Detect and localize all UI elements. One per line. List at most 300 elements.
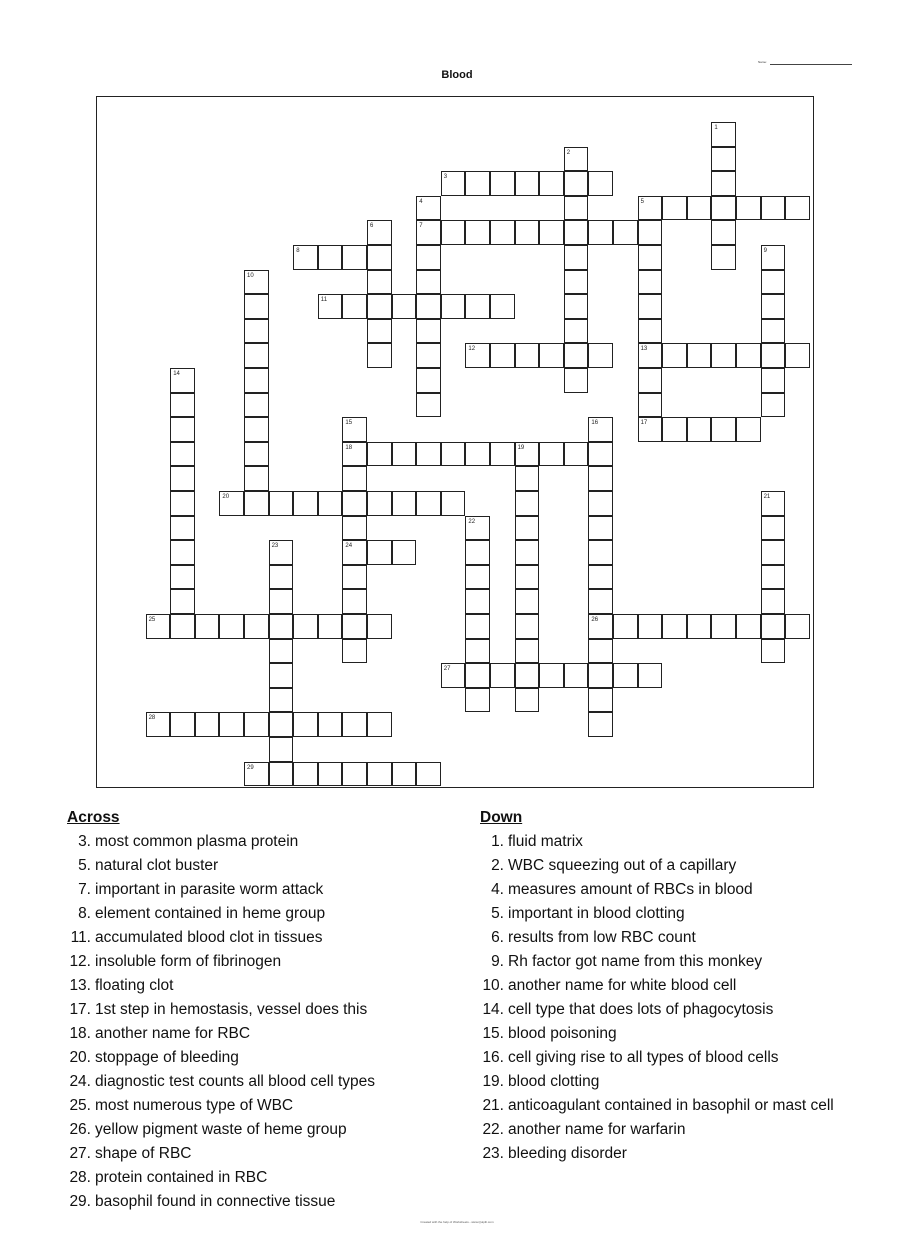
clue-item bbox=[67, 1022, 457, 1046]
clue-number: 20. bbox=[69, 1049, 91, 1066]
grid-cell[interactable] bbox=[564, 196, 589, 221]
grid-cell[interactable] bbox=[613, 614, 638, 639]
clue-text: another name for RBC bbox=[95, 1025, 251, 1042]
grid-cell[interactable] bbox=[761, 540, 786, 565]
clue-item bbox=[480, 1070, 850, 1094]
grid-cell[interactable] bbox=[761, 343, 786, 368]
grid-cell[interactable] bbox=[515, 589, 540, 614]
clue-text: stoppage of bleeding bbox=[95, 1049, 239, 1066]
cell-number: 20 bbox=[222, 494, 230, 500]
clue-number: 21. bbox=[482, 1097, 504, 1114]
cell-number: 2 bbox=[566, 149, 571, 156]
clue-number: 10. bbox=[482, 977, 504, 994]
grid-cell[interactable] bbox=[465, 663, 490, 688]
grid-cell[interactable] bbox=[392, 442, 417, 467]
clue-number: 25. bbox=[69, 1097, 91, 1114]
grid-cell[interactable] bbox=[342, 639, 367, 664]
grid-cell[interactable] bbox=[539, 442, 564, 467]
clue-text: yellow pigment waste of heme group bbox=[95, 1121, 347, 1138]
clue-item bbox=[480, 1118, 850, 1142]
clue-number: 9. bbox=[491, 953, 504, 970]
clue-number: 5. bbox=[491, 905, 504, 922]
grid-cell[interactable] bbox=[367, 343, 392, 368]
grid-cell[interactable] bbox=[416, 762, 441, 787]
grid-cell[interactable] bbox=[465, 442, 490, 467]
clue-text: 1st step in hemostasis, vessel does this bbox=[95, 1001, 368, 1018]
clue-text: insoluble form of fibrinogen bbox=[95, 953, 282, 970]
down-clues bbox=[480, 806, 850, 1166]
grid-cell[interactable] bbox=[490, 171, 515, 196]
across-clue-list bbox=[67, 830, 457, 1214]
grid-cell[interactable] bbox=[687, 417, 712, 442]
grid-cell[interactable] bbox=[761, 368, 786, 393]
grid-cell[interactable] bbox=[613, 220, 638, 245]
grid-cell[interactable] bbox=[490, 343, 515, 368]
grid-cell[interactable] bbox=[416, 294, 441, 319]
grid-cell[interactable] bbox=[170, 466, 195, 491]
grid-cell[interactable] bbox=[564, 343, 589, 368]
grid-cell[interactable] bbox=[638, 220, 663, 245]
grid-cell[interactable] bbox=[588, 663, 613, 688]
cell-number: 21 bbox=[763, 494, 771, 500]
grid-cell[interactable] bbox=[342, 245, 367, 270]
grid-cell[interactable] bbox=[416, 491, 441, 516]
clue-item bbox=[480, 1022, 850, 1046]
grid-cell[interactable] bbox=[465, 220, 490, 245]
grid-cell[interactable] bbox=[785, 614, 810, 639]
grid-cell[interactable] bbox=[244, 417, 269, 442]
grid-cell[interactable] bbox=[564, 220, 589, 245]
grid-cell[interactable] bbox=[244, 614, 269, 639]
grid-cell[interactable] bbox=[170, 442, 195, 467]
grid-cell[interactable] bbox=[761, 516, 786, 541]
grid-cell[interactable] bbox=[293, 491, 318, 516]
clue-number: 12. bbox=[69, 953, 91, 970]
grid-cell[interactable] bbox=[367, 491, 392, 516]
clue-item bbox=[480, 902, 850, 926]
cell-number: 29 bbox=[247, 764, 254, 771]
grid-cell[interactable] bbox=[269, 688, 294, 713]
clue-item bbox=[67, 1142, 457, 1166]
grid-cell[interactable] bbox=[613, 663, 638, 688]
clue-item bbox=[480, 974, 850, 998]
clue-number: 7. bbox=[78, 881, 91, 898]
cell-number: 14 bbox=[173, 371, 180, 377]
grid-cell[interactable] bbox=[761, 393, 786, 418]
grid-cell[interactable] bbox=[588, 343, 613, 368]
grid-cell[interactable] bbox=[564, 442, 589, 467]
grid-cell[interactable] bbox=[170, 417, 195, 442]
grid-cell[interactable] bbox=[638, 294, 663, 319]
grid-cell[interactable] bbox=[318, 614, 343, 639]
grid-cell[interactable] bbox=[515, 466, 540, 491]
clue-text: most numerous type of WBC bbox=[95, 1097, 294, 1114]
grid-cell[interactable] bbox=[662, 417, 687, 442]
grid-cell[interactable] bbox=[342, 516, 367, 541]
cell-number: 18 bbox=[345, 444, 353, 451]
grid-cell[interactable] bbox=[638, 245, 663, 270]
grid-cell[interactable] bbox=[588, 540, 613, 565]
clue-item bbox=[480, 878, 850, 902]
clue-number: 4. bbox=[491, 881, 504, 898]
clue-item bbox=[480, 1094, 850, 1118]
clue-text: cell type that does lots of phagocytosis bbox=[508, 1001, 774, 1018]
clue-text: another name for white blood cell bbox=[508, 977, 737, 994]
clue-item bbox=[480, 1046, 850, 1070]
grid-cell[interactable] bbox=[711, 245, 736, 270]
clue-number: 27. bbox=[69, 1145, 91, 1162]
clue-number: 3. bbox=[78, 833, 91, 850]
grid-cell[interactable] bbox=[515, 540, 540, 565]
cell-number: 17 bbox=[640, 420, 648, 427]
grid-cell[interactable] bbox=[416, 270, 441, 295]
grid-cell[interactable] bbox=[269, 663, 294, 688]
grid-cell[interactable] bbox=[441, 491, 466, 516]
grid-cell[interactable] bbox=[392, 294, 417, 319]
clue-number: 24. bbox=[69, 1073, 91, 1090]
clue-item bbox=[480, 830, 850, 854]
grid-cell[interactable] bbox=[662, 343, 687, 368]
grid-cell[interactable] bbox=[367, 614, 392, 639]
grid-cell[interactable] bbox=[515, 639, 540, 664]
grid-cell[interactable] bbox=[465, 294, 490, 319]
grid-cell[interactable] bbox=[490, 294, 515, 319]
grid-cell[interactable] bbox=[244, 491, 269, 516]
grid-cell[interactable] bbox=[342, 589, 367, 614]
clue-text: important in blood clotting bbox=[508, 905, 685, 922]
clue-text: blood clotting bbox=[508, 1073, 600, 1090]
clue-item bbox=[67, 902, 457, 926]
grid-cell[interactable] bbox=[490, 663, 515, 688]
grid-cell[interactable] bbox=[515, 516, 540, 541]
grid-cell[interactable] bbox=[244, 442, 269, 467]
grid-cell[interactable] bbox=[342, 491, 367, 516]
grid-cell[interactable] bbox=[539, 220, 564, 245]
clue-text: bleeding disorder bbox=[508, 1145, 627, 1162]
grid-cell[interactable] bbox=[588, 442, 613, 467]
clue-number: 23. bbox=[482, 1145, 504, 1162]
clue-text: accumulated blood clot in tissues bbox=[95, 929, 323, 946]
cell-number: 3 bbox=[443, 174, 448, 181]
grid-cell[interactable] bbox=[515, 565, 540, 590]
grid-cell[interactable] bbox=[170, 589, 195, 614]
grid-cell[interactable] bbox=[416, 343, 441, 368]
grid-cell[interactable] bbox=[367, 540, 392, 565]
clue-text: diagnostic test counts all blood cell types bbox=[95, 1073, 376, 1090]
grid-cell[interactable] bbox=[638, 393, 663, 418]
grid-cell[interactable] bbox=[515, 663, 540, 688]
grid-cell[interactable] bbox=[367, 762, 392, 787]
grid-cell[interactable] bbox=[416, 245, 441, 270]
clue-item bbox=[480, 1142, 850, 1166]
clue-number: 29. bbox=[69, 1193, 91, 1210]
clue-item bbox=[480, 926, 850, 950]
grid-cell[interactable] bbox=[465, 565, 490, 590]
grid-cell[interactable] bbox=[318, 762, 343, 787]
clue-text: cell giving rise to all types of blood cells bbox=[508, 1049, 779, 1066]
grid-cell[interactable] bbox=[416, 368, 441, 393]
clue-text: measures amount of RBCs in blood bbox=[508, 881, 753, 898]
clue-item bbox=[480, 950, 850, 974]
grid-cell[interactable] bbox=[711, 196, 736, 221]
grid-cell[interactable] bbox=[761, 196, 786, 221]
grid-cell[interactable] bbox=[441, 294, 466, 319]
grid-cell[interactable] bbox=[465, 688, 490, 713]
clue-number: 6. bbox=[491, 929, 504, 946]
grid-cell[interactable] bbox=[219, 614, 244, 639]
grid-cell[interactable] bbox=[465, 589, 490, 614]
grid-cell[interactable] bbox=[318, 712, 343, 737]
grid-cell[interactable] bbox=[170, 491, 195, 516]
grid-cell[interactable] bbox=[170, 540, 195, 565]
grid-cell[interactable] bbox=[564, 663, 589, 688]
grid-cell[interactable] bbox=[588, 491, 613, 516]
clue-text: floating clot bbox=[95, 977, 174, 994]
grid-cell[interactable] bbox=[195, 614, 220, 639]
grid-cell[interactable] bbox=[416, 442, 441, 467]
clue-text: most common plasma protein bbox=[95, 833, 299, 850]
grid-cell[interactable] bbox=[588, 688, 613, 713]
grid-cell[interactable] bbox=[170, 565, 195, 590]
page-title: Blood bbox=[441, 69, 473, 81]
grid-cell[interactable] bbox=[761, 639, 786, 664]
grid-cell[interactable] bbox=[490, 220, 515, 245]
clue-text: shape of RBC bbox=[95, 1145, 192, 1162]
grid-cell[interactable] bbox=[515, 491, 540, 516]
grid-cell[interactable] bbox=[170, 614, 195, 639]
clue-number: 26. bbox=[69, 1121, 91, 1138]
grid-cell[interactable] bbox=[711, 417, 736, 442]
clue-number: 8. bbox=[78, 905, 91, 922]
clue-item bbox=[67, 878, 457, 902]
cell-number: 28 bbox=[148, 715, 156, 722]
grid-cell[interactable] bbox=[195, 712, 220, 737]
grid-cell[interactable] bbox=[219, 712, 244, 737]
grid-cell[interactable] bbox=[588, 466, 613, 491]
grid-cell[interactable] bbox=[515, 343, 540, 368]
cell-number: 24 bbox=[345, 543, 353, 550]
grid-cell[interactable] bbox=[785, 343, 810, 368]
clue-text: blood poisoning bbox=[508, 1025, 617, 1042]
grid-cell[interactable] bbox=[318, 245, 343, 270]
clue-number: 15. bbox=[482, 1025, 504, 1042]
grid-cell[interactable] bbox=[761, 319, 786, 344]
grid-cell[interactable] bbox=[392, 540, 417, 565]
clue-item bbox=[480, 854, 850, 878]
grid-cell[interactable] bbox=[638, 319, 663, 344]
grid-cell[interactable] bbox=[465, 639, 490, 664]
grid-cell[interactable] bbox=[293, 614, 318, 639]
grid-cell[interactable] bbox=[342, 712, 367, 737]
grid-cell[interactable] bbox=[588, 565, 613, 590]
clue-item bbox=[67, 974, 457, 998]
grid-cell[interactable] bbox=[736, 614, 761, 639]
cell-number: 7 bbox=[419, 223, 423, 230]
grid-cell[interactable] bbox=[564, 171, 589, 196]
grid-cell[interactable] bbox=[465, 540, 490, 565]
grid-cell[interactable] bbox=[638, 270, 663, 295]
grid-cell[interactable] bbox=[711, 171, 736, 196]
grid-cell[interactable] bbox=[293, 762, 318, 787]
grid-cell[interactable] bbox=[244, 466, 269, 491]
name-label: Name: bbox=[758, 60, 767, 64]
grid-cell[interactable] bbox=[367, 294, 392, 319]
grid-cell[interactable] bbox=[638, 614, 663, 639]
clue-text: results from low RBC count bbox=[508, 929, 696, 946]
clue-item bbox=[67, 950, 457, 974]
cell-number: 5 bbox=[640, 198, 644, 205]
clue-text: anticoagulant contained in basophil or mast cell bbox=[508, 1097, 834, 1114]
grid-cell[interactable] bbox=[588, 220, 613, 245]
cell-number: 1 bbox=[714, 125, 718, 131]
clue-number: 22. bbox=[482, 1121, 504, 1138]
grid-cell[interactable] bbox=[170, 393, 195, 418]
grid-cell[interactable] bbox=[588, 712, 613, 737]
grid-cell[interactable] bbox=[269, 737, 294, 762]
clue-item bbox=[67, 830, 457, 854]
grid-cell[interactable] bbox=[318, 491, 343, 516]
grid-cell[interactable] bbox=[170, 516, 195, 541]
clue-item bbox=[67, 998, 457, 1022]
grid-cell[interactable] bbox=[244, 712, 269, 737]
grid-cell[interactable] bbox=[761, 614, 786, 639]
grid-cell[interactable] bbox=[244, 368, 269, 393]
grid-cell[interactable] bbox=[515, 614, 540, 639]
grid-cell[interactable] bbox=[342, 762, 367, 787]
clue-item bbox=[67, 1094, 457, 1118]
grid-cell[interactable] bbox=[564, 368, 589, 393]
grid-cell[interactable] bbox=[711, 614, 736, 639]
grid-cell[interactable] bbox=[711, 220, 736, 245]
grid-cell[interactable] bbox=[539, 663, 564, 688]
clue-number: 5. bbox=[78, 857, 91, 874]
clue-text: another name for warfarin bbox=[508, 1121, 686, 1138]
grid-cell[interactable] bbox=[588, 639, 613, 664]
grid-cell[interactable] bbox=[736, 196, 761, 221]
cell-number: 27 bbox=[443, 666, 451, 673]
cell-number: 26 bbox=[591, 617, 599, 623]
grid-cell[interactable] bbox=[416, 393, 441, 418]
down-heading: Down bbox=[480, 809, 523, 826]
clue-text: fluid matrix bbox=[508, 833, 583, 850]
grid-cell[interactable] bbox=[244, 343, 269, 368]
grid-cell[interactable] bbox=[441, 442, 466, 467]
grid-cell[interactable] bbox=[662, 614, 687, 639]
grid-cell[interactable] bbox=[170, 712, 195, 737]
grid-cell[interactable] bbox=[269, 712, 294, 737]
clue-number: 16. bbox=[482, 1049, 504, 1066]
clue-item bbox=[67, 1166, 457, 1190]
grid-cell[interactable] bbox=[244, 319, 269, 344]
grid-cell[interactable] bbox=[687, 343, 712, 368]
grid-cell[interactable] bbox=[638, 663, 663, 688]
grid-cell[interactable] bbox=[490, 442, 515, 467]
across-heading: Across bbox=[67, 809, 120, 826]
grid-cell[interactable] bbox=[515, 220, 540, 245]
grid-cell[interactable] bbox=[761, 294, 786, 319]
grid-cell[interactable] bbox=[588, 171, 613, 196]
grid-cell[interactable] bbox=[515, 688, 540, 713]
grid-cell[interactable] bbox=[588, 516, 613, 541]
grid-cell[interactable] bbox=[269, 639, 294, 664]
grid-cell[interactable] bbox=[342, 614, 367, 639]
grid-cell[interactable] bbox=[761, 589, 786, 614]
cell-number: 4 bbox=[419, 198, 423, 205]
across-clues bbox=[67, 806, 457, 1214]
grid-cell[interactable] bbox=[539, 343, 564, 368]
clue-text: important in parasite worm attack bbox=[95, 881, 324, 898]
clue-item bbox=[67, 1070, 457, 1094]
grid-cell[interactable] bbox=[342, 294, 367, 319]
cell-number: 11 bbox=[320, 297, 328, 304]
grid-cell[interactable] bbox=[269, 614, 294, 639]
grid-cell[interactable] bbox=[736, 417, 761, 442]
grid-cell[interactable] bbox=[269, 491, 294, 516]
grid-cell[interactable] bbox=[392, 491, 417, 516]
grid-cell[interactable] bbox=[465, 614, 490, 639]
grid-cell[interactable] bbox=[564, 319, 589, 344]
clue-item bbox=[67, 854, 457, 878]
clue-number: 19. bbox=[482, 1073, 504, 1090]
grid-cell[interactable] bbox=[367, 319, 392, 344]
grid-cell[interactable] bbox=[687, 196, 712, 221]
grid-cell[interactable] bbox=[367, 442, 392, 467]
grid-cell[interactable] bbox=[416, 319, 441, 344]
grid-cell[interactable] bbox=[736, 343, 761, 368]
cell-number: 23 bbox=[271, 543, 279, 550]
grid-cell[interactable] bbox=[761, 565, 786, 590]
grid-cell[interactable] bbox=[441, 220, 466, 245]
grid-cell[interactable] bbox=[564, 294, 589, 319]
grid-cell[interactable] bbox=[367, 270, 392, 295]
clue-number: 28. bbox=[69, 1169, 91, 1186]
grid-cell[interactable] bbox=[515, 171, 540, 196]
grid-cell[interactable] bbox=[564, 270, 589, 295]
grid-cell[interactable] bbox=[269, 565, 294, 590]
grid-cell[interactable] bbox=[539, 171, 564, 196]
grid-cell[interactable] bbox=[588, 589, 613, 614]
grid-cell[interactable] bbox=[367, 245, 392, 270]
grid-cell[interactable] bbox=[761, 270, 786, 295]
grid-cell[interactable] bbox=[269, 589, 294, 614]
grid-cell[interactable] bbox=[711, 147, 736, 172]
grid-cell[interactable] bbox=[367, 712, 392, 737]
grid-cell[interactable] bbox=[392, 762, 417, 787]
clue-number: 1. bbox=[491, 833, 504, 850]
clue-text: element contained in heme group bbox=[95, 905, 326, 922]
grid-cell[interactable] bbox=[342, 565, 367, 590]
grid-cell[interactable] bbox=[293, 712, 318, 737]
grid-cell[interactable] bbox=[465, 171, 490, 196]
grid-cell[interactable] bbox=[342, 466, 367, 491]
clue-text: protein contained in RBC bbox=[95, 1169, 268, 1186]
grid-cell[interactable] bbox=[244, 393, 269, 418]
cell-number: 13 bbox=[640, 346, 648, 353]
clue-number: 2. bbox=[491, 857, 504, 874]
grid-cell[interactable] bbox=[711, 343, 736, 368]
grid-cell[interactable] bbox=[687, 614, 712, 639]
down-clue-list bbox=[480, 830, 850, 1166]
grid-cell[interactable] bbox=[785, 196, 810, 221]
grid-cell[interactable] bbox=[269, 762, 294, 787]
cell-number: 8 bbox=[296, 248, 300, 254]
grid-cell[interactable] bbox=[564, 245, 589, 270]
cell-number: 6 bbox=[370, 223, 374, 230]
grid-cell[interactable] bbox=[638, 368, 663, 393]
grid-cell[interactable] bbox=[662, 196, 687, 221]
clue-number: 11. bbox=[70, 929, 91, 946]
grid-cell[interactable] bbox=[244, 294, 269, 319]
